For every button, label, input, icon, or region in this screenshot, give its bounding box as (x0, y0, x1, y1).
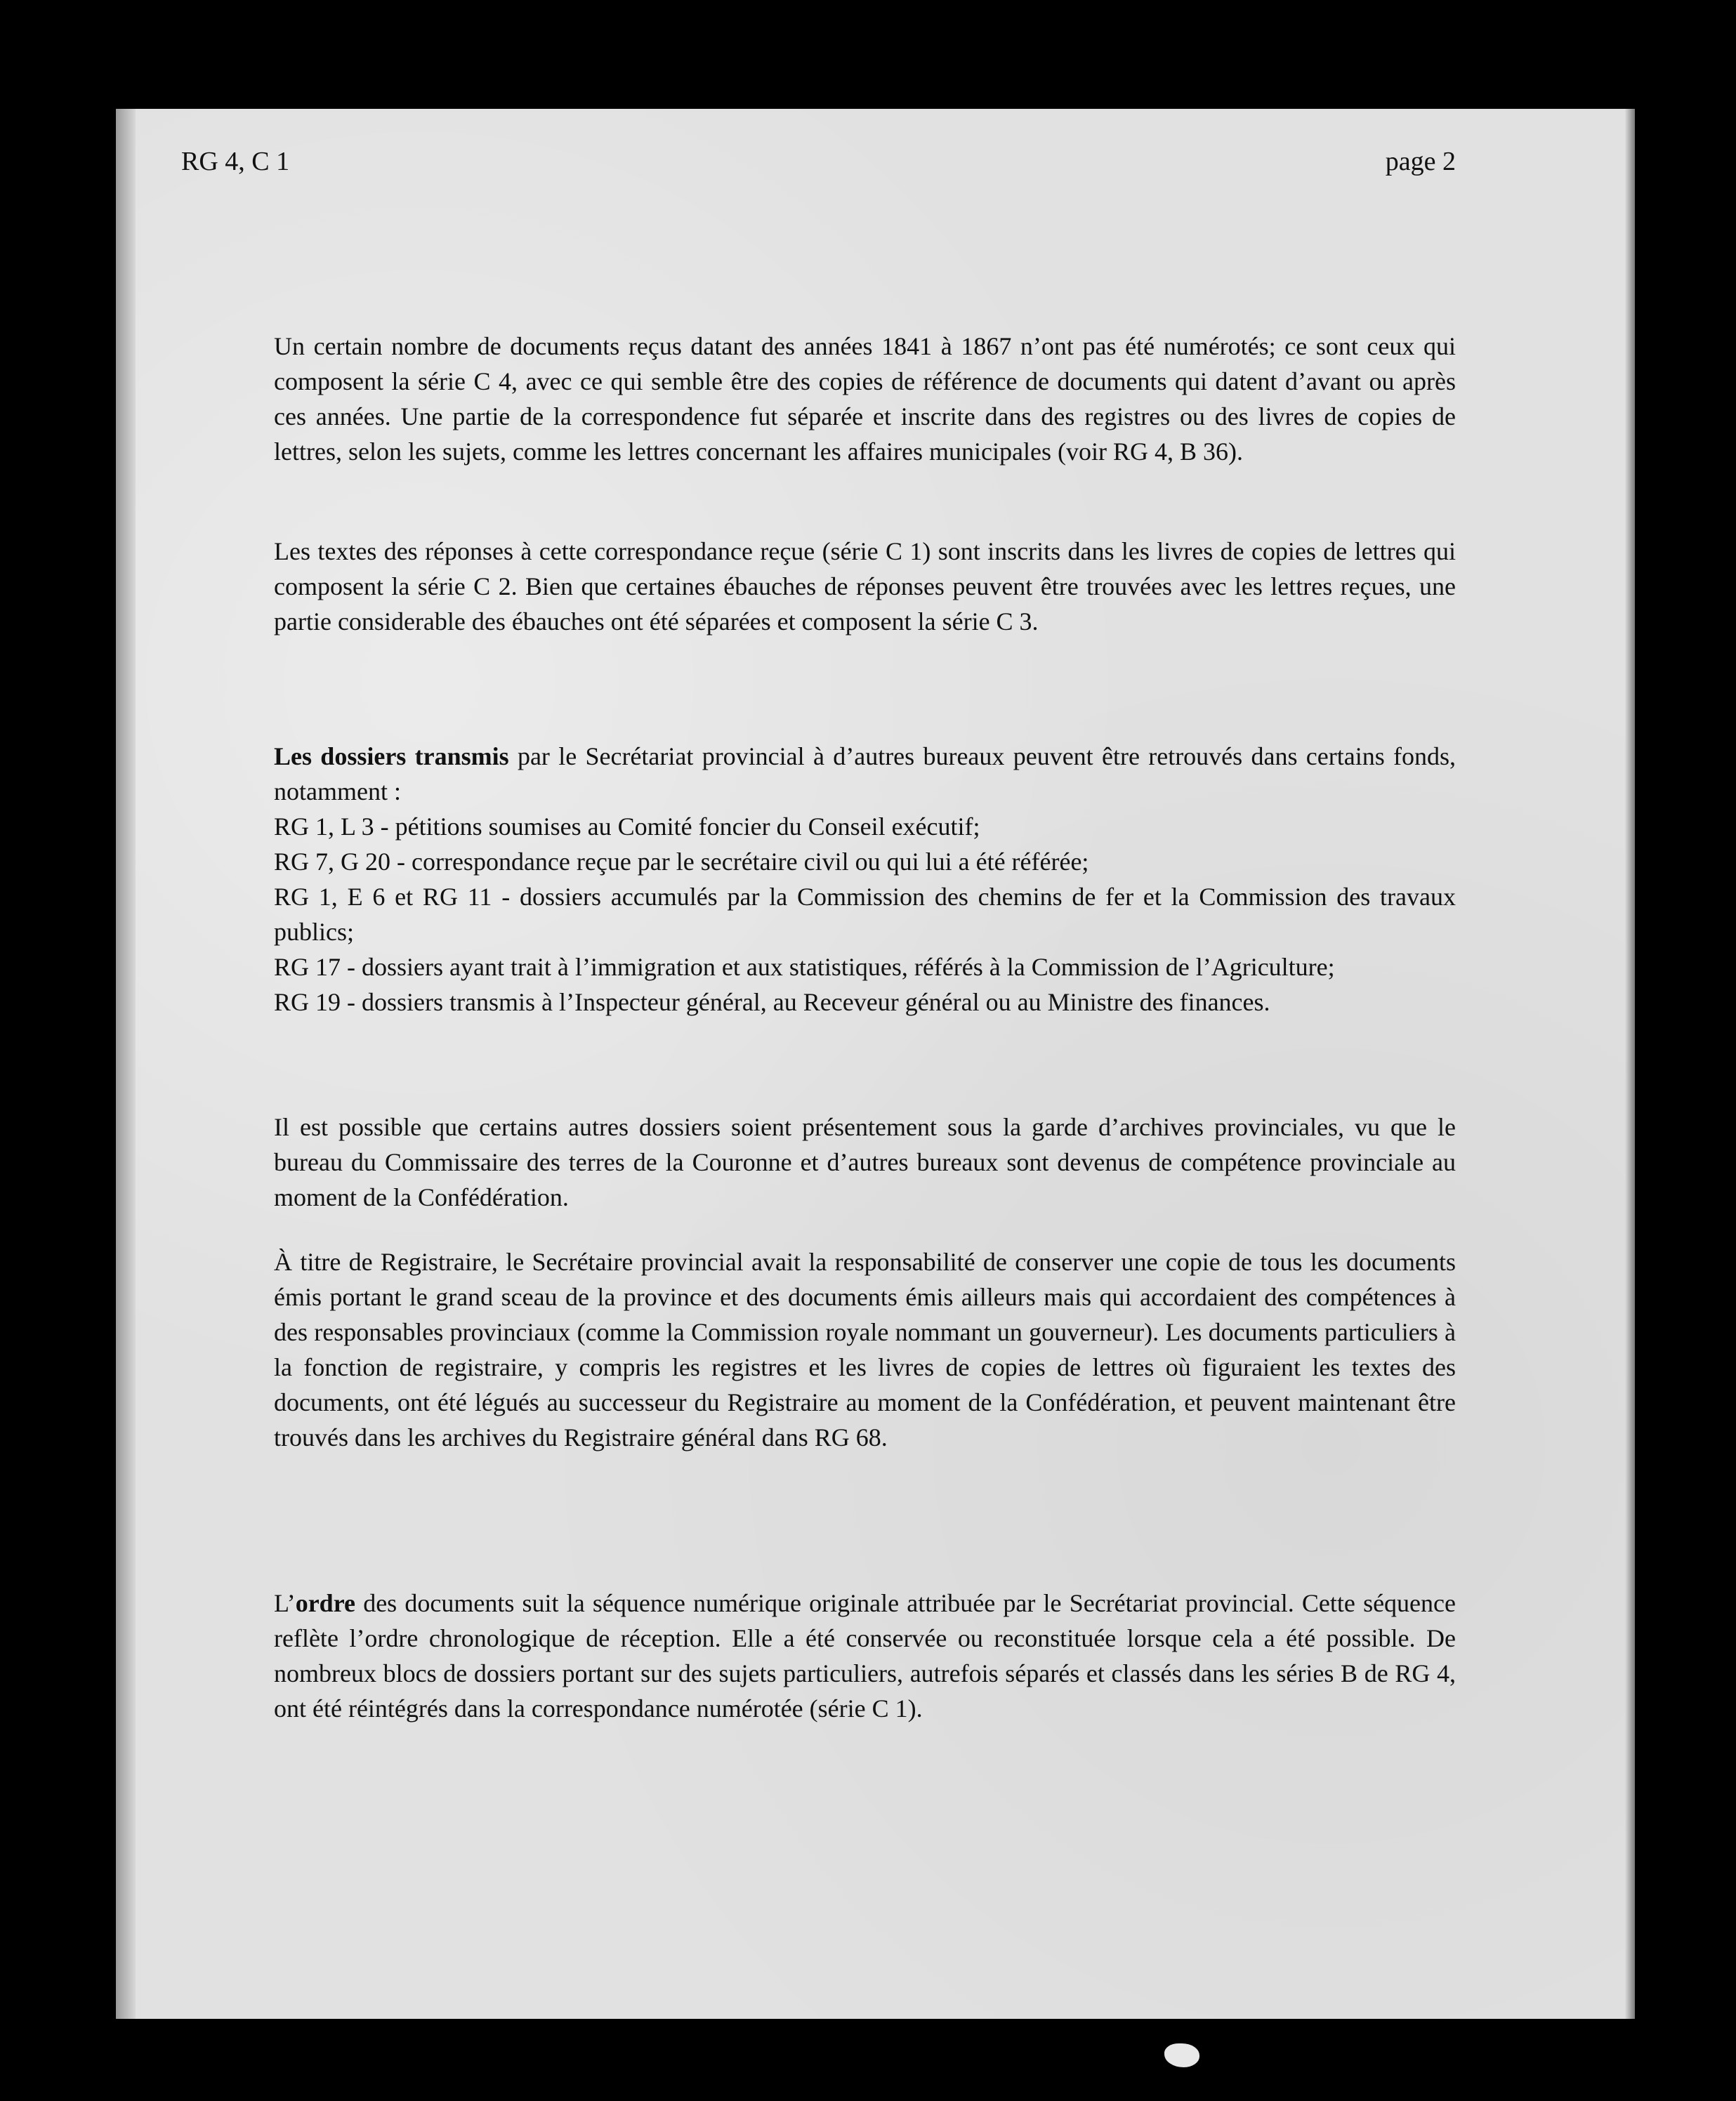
paragraph-6 (274, 1586, 1456, 1726)
archive-stamp-icon (1164, 2043, 1199, 2067)
paragraph-5: À titre de Registraire, le Secrétaire provincial avait la responsabilité de conserver une copie de tous les documents émis portant le grand sceau de la province et des documents émis ailleurs mais qui accordaient des compétences à des responsables provinciaux (comme la Commission royale nommant un gouverneur). Les documents particuliers à la fonction de registraire, y compris les registres et les livres de copies de lettres où figuraient les textes des documents, ont été légués au successeur du Registraire au moment de la Confédération, et peuvent maintenant être trouvés dans les archives du Registraire général dans RG 68. (274, 1248, 1456, 1451)
paragraph-3 (274, 739, 1456, 1020)
paragraph-6-bold-lead: ordre (295, 1589, 355, 1617)
list-item: RG 19 - dossiers transmis à l’Inspecteur général, au Receveur général ou au Ministre des finances. (274, 988, 1270, 1016)
paragraph-1: Un certain nombre de documents reçus datant des années 1841 à 1867 n’ont pas été numérotés; ce sont ceux qui composent la série C 4, avec ce qui semble être des copies de référence de documents qui datent d’avant ou après ces années. Une partie de la correspondence fut séparée et inscrite dans des registres ou des livres de copies de lettres, selon les sujets, comme les lettres concernant les affaires municipales (voir RG 4, B 36). (274, 332, 1456, 466)
paragraph-6-prefix: L’ (274, 1589, 296, 1617)
page-number: page 2 (1385, 147, 1456, 176)
paragraph-2: Les textes des réponses à cette correspondance reçue (série C 1) sont inscrits dans les livres de copies de lettres qui composent la série C 2. Bien que certaines ébauches de réponses peuvent être trouvées avec les lettres reçues, une partie considerable des ébauches ont été séparées et composent la série C 3. (274, 537, 1456, 635)
series-reference: RG 4, C 1 (181, 147, 290, 176)
list-item: RG 1, L 3 - pétitions soumises au Comité foncier du Conseil exécutif; (274, 812, 980, 841)
paragraph-6-text: des documents suit la séquence numérique originale attribuée par le Secrétariat provincial. Cette séquence reflète l’ordre chronologique de réception. Elle a été conservée ou reconstituée lorsque cela a été possible. De nombreux blocs de dossiers portant sur des sujets particuliers, autrefois séparés et classés dans les séries B de RG 4, ont été réintégrés dans la correspondance numérotée (série C 1). (274, 1589, 1456, 1723)
paragraph-3-intro (274, 739, 1456, 809)
page-right-edge (1625, 109, 1635, 2019)
list-item: RG 1, E 6 et RG 11 - dossiers accumulés par la Commission des chemins de fer et la Commission des travaux publics; (274, 883, 1456, 946)
paragraph-4: Il est possible que certains autres dossiers soient présentement sous la garde d’archives provinciales, vu que le bureau du Commissaire des terres de la Couronne et d’autres bureaux sont devenus de compétence provinciale au moment de la Confédération. (274, 1113, 1456, 1211)
page-left-edge (116, 109, 136, 2019)
paragraph-3-intro-text: par le Secrétariat provincial à d’autres bureaux peuvent être retrouvés dans certains fonds, notamment : (274, 742, 1456, 805)
list-item: RG 17 - dossiers ayant trait à l’immigration et aux statistiques, référés à la Commission de l’Agriculture; (274, 953, 1335, 981)
list-item: RG 7, G 20 - correspondance reçue par le secrétaire civil ou qui lui a été référée; (274, 848, 1089, 876)
paragraph-3-bold-lead: Les dossiers transmis (274, 742, 509, 770)
